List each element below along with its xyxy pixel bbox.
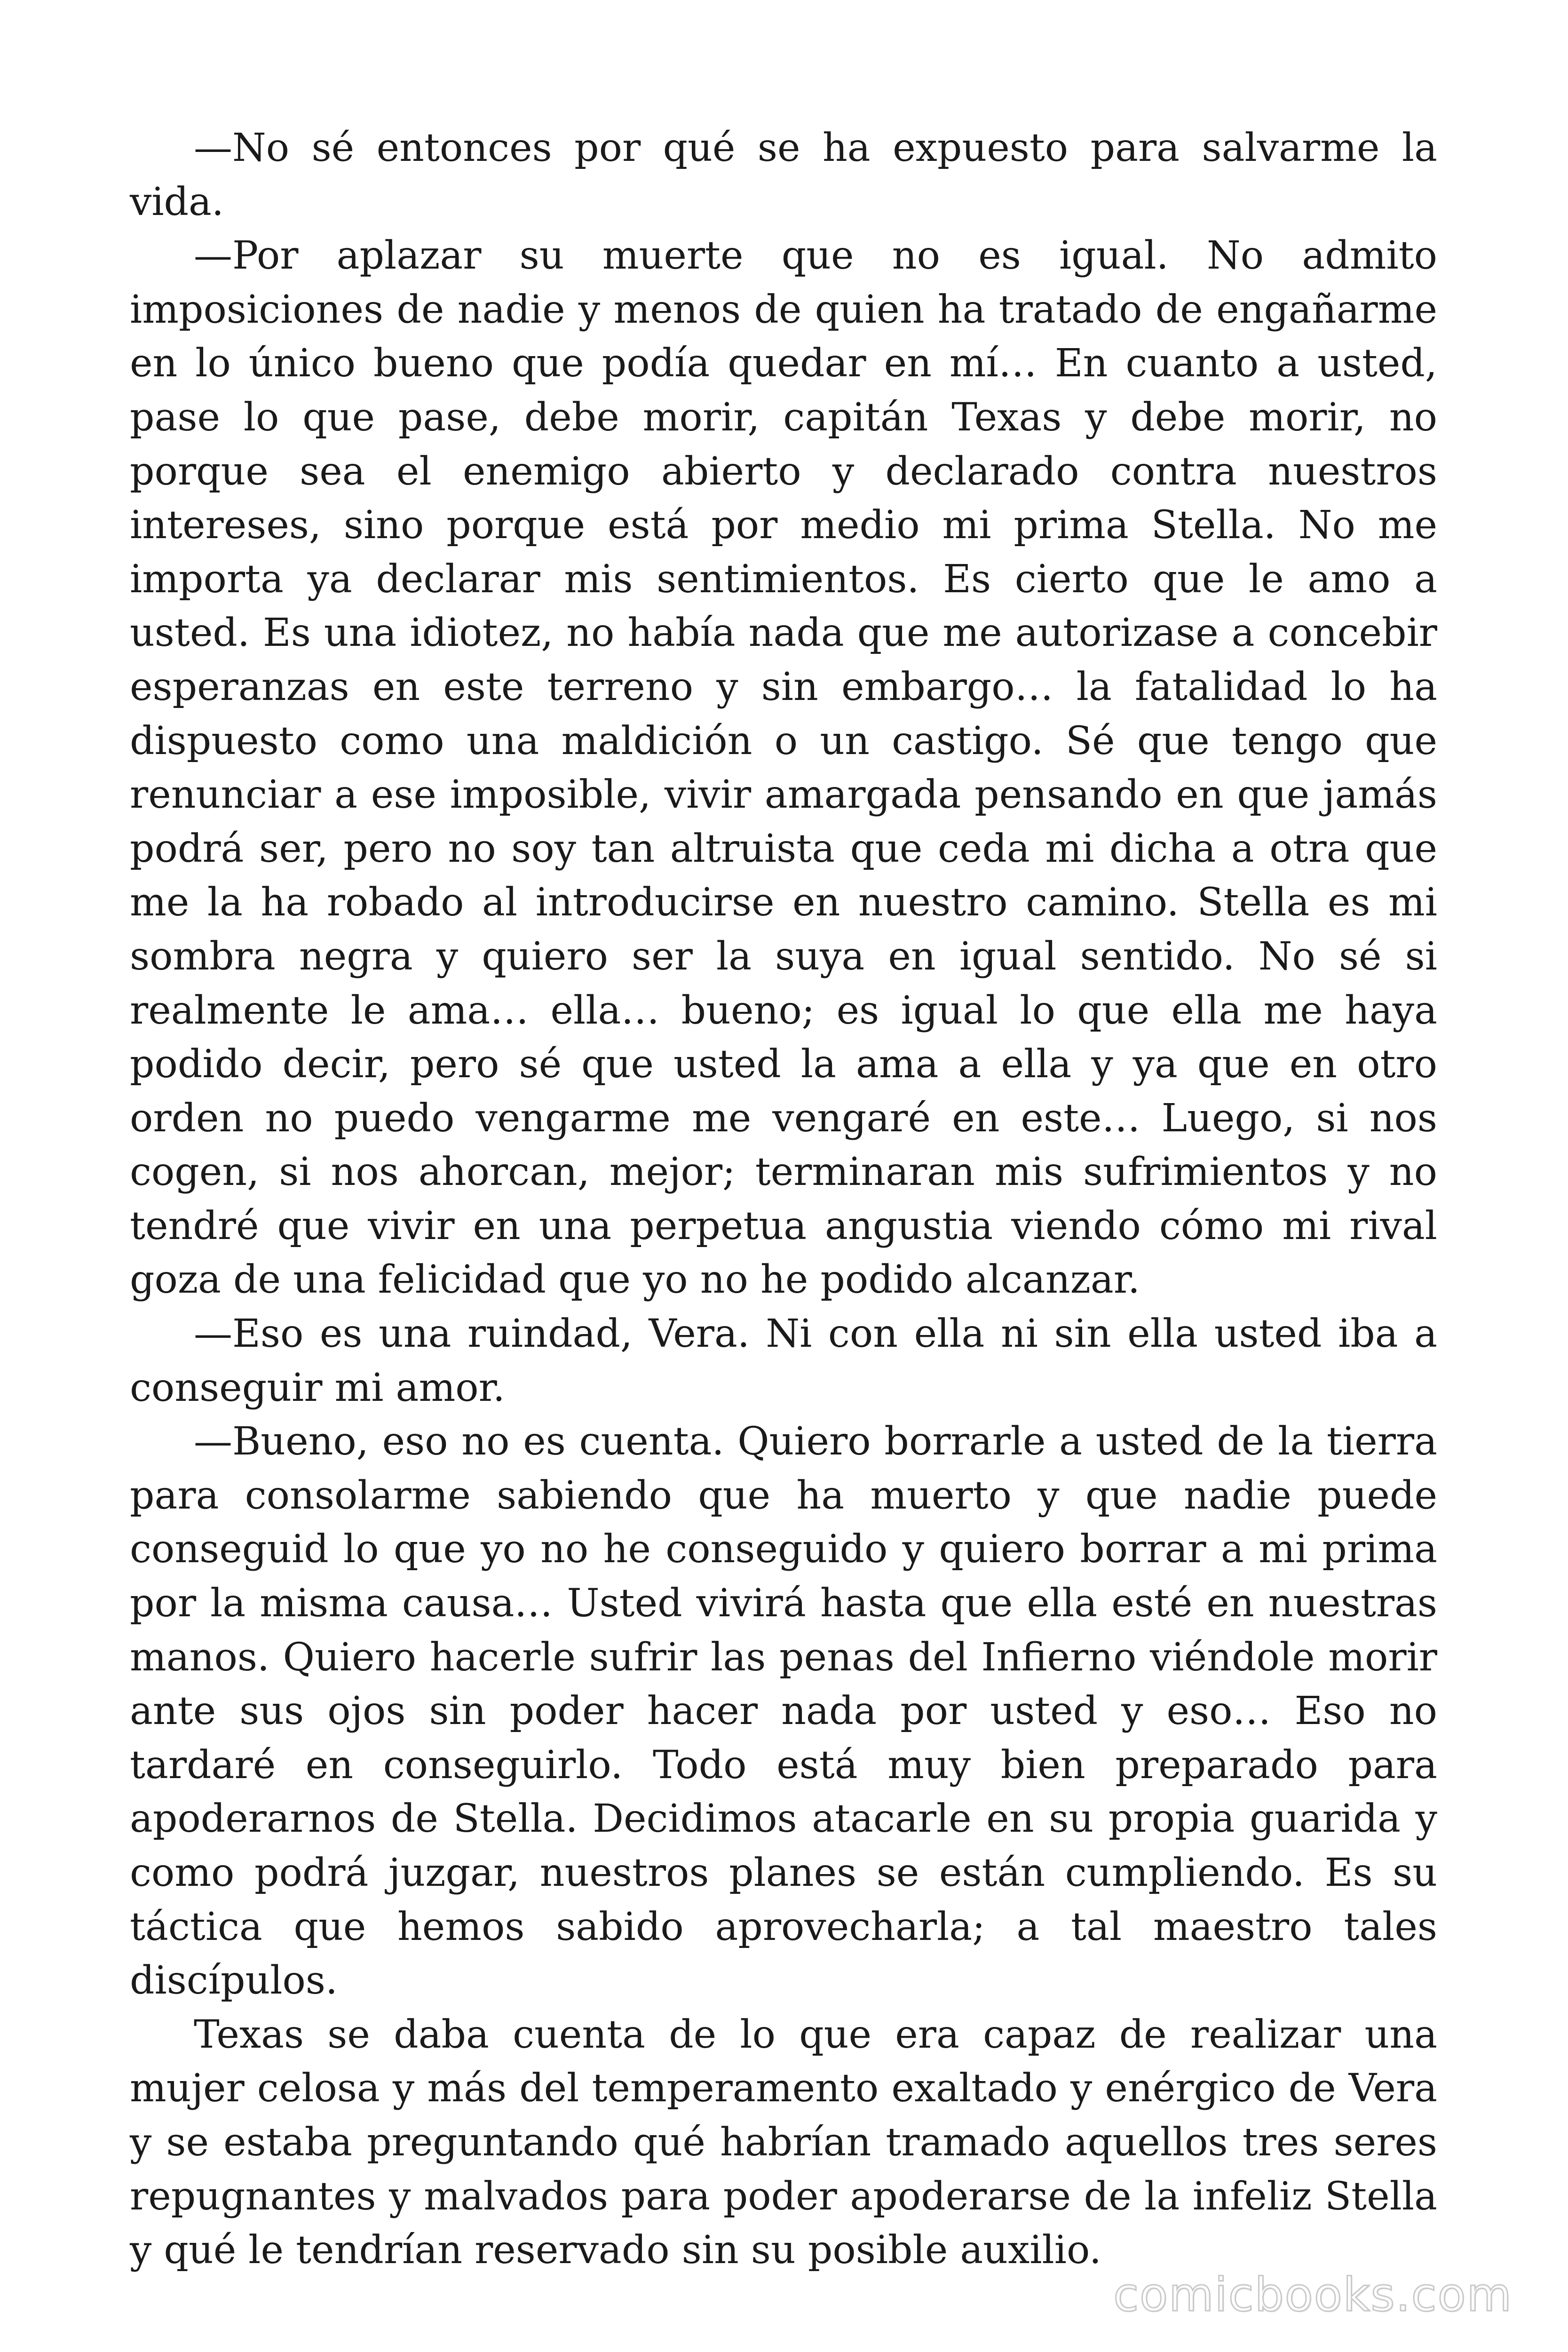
paragraph: —No sé entonces por qué se ha expuesto para salvarme la vida. [130, 126, 1437, 224]
paragraph: —Por aplazar su muerte que no es igual. No admito imposiciones de nadie y menos de quien ha tratado de engañarme en lo único bueno que podía quedar en mí… En cuanto a usted, pase lo que pase, debe morir, capitán Texas y debe morir, no porque sea el enemigo abierto y declarado contra nuestros intereses, sino porque está por medio mi prima Stella. No me importa ya declarar mis sentimientos. Es cierto que le amo a usted. Es una idiotez, no había nada que me autorizase a concebir esperanzas en este terreno y sin embargo… la fatalidad lo ha dispuesto como una maldición o un castigo. Sé que tengo que renunciar a ese imposible, vivir amargada pensando en que jamás podrá ser, pero no soy tan altruista que ceda mi dicha a otra que me la ha robado al introducirse en nuestro camino. Stella es mi sombra negra y quiero ser la suya en igual sentido. No sé si realmente le ama… ella… bueno; es igual lo que ella me haya podido decir, pero sé que usted la ama a ella y ya que en otro orden no puedo vengarme me vengaré en este… Luego, si nos cogen, si nos ahorcan, mejor; terminaran mis sufrimientos y no tendré que vivir en una perpetua angustia viendo cómo mi rival goza de una felicidad que yo no he podido alcanzar. [130, 233, 1437, 1303]
paragraph: Texas se daba cuenta de lo que era capaz de realizar una mujer celosa y más del temperamento exaltado y enérgico de Vera y se estaba preguntando qué habrían tramado aquellos tres seres repugnantes y malvados para poder apoderarse de la infeliz Stella y qué le tendrían reservado sin su posible auxilio. [130, 2012, 1437, 2273]
paragraph: —Eso es una ruindad, Vera. Ni con ella ni sin ella usted iba a conseguir mi amor. [130, 1311, 1437, 1410]
body-text [130, 121, 1437, 2278]
paragraph: —Bueno, eso no es cuenta. Quiero borrarle a usted de la tierra para consolarme sabiendo que ha muerto y que nadie puede conseguid lo que yo no he conseguido y quiero borrar a mi prima por la misma causa… Usted vivirá hasta que ella esté en nuestras manos. Quiero hacerle sufrir las penas del Infierno viéndole morir ante sus ojos sin poder hacer nada por usted y eso… Eso no tardaré en conseguirlo. Todo está muy bien preparado para apoderarnos de Stella. Decidimos atacarle en su propia guarida y como podrá juzgar, nuestros planes se están cumpliendo. Es su táctica que hemos sabido aprovecharla; a tal maestro tales discípulos. [130, 1419, 1437, 2003]
watermark: comicbooks.com [1113, 2268, 1513, 2322]
